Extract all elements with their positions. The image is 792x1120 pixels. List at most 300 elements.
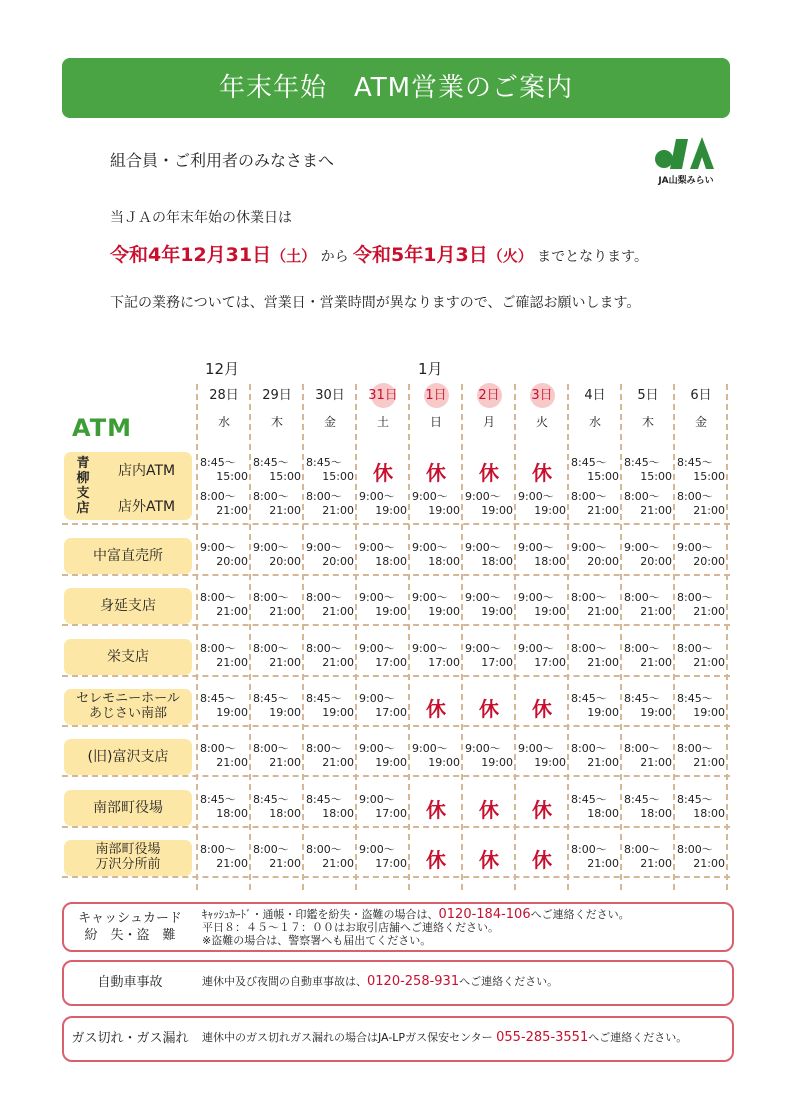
hours-cell — [675, 692, 727, 720]
close-time: 21:00 — [322, 504, 354, 517]
close-time: 18:00 — [322, 807, 354, 820]
open-time: 8:00〜 — [624, 642, 660, 655]
hours-cell — [357, 843, 409, 871]
hours-cell — [198, 742, 250, 770]
grid-hline — [62, 675, 730, 677]
branch-label — [64, 689, 192, 725]
close-time: 18:00 — [269, 807, 301, 820]
weekday-8: 木 — [641, 415, 654, 429]
open-time: 9:00〜 — [359, 642, 395, 655]
close-time: 15:00 — [640, 470, 672, 483]
open-time: 9:00〜 — [359, 692, 395, 705]
close-time: 21:00 — [322, 756, 354, 769]
notice-gas — [62, 1016, 734, 1062]
hours-cell — [251, 591, 303, 619]
hours-cell — [198, 843, 250, 871]
hours-cell — [410, 541, 462, 569]
close-time: 18:00 — [534, 555, 566, 568]
hours-cell — [251, 793, 303, 821]
branch-label — [64, 538, 192, 574]
close-time: 15:00 — [269, 470, 301, 483]
open-time: 9:00〜 — [518, 642, 554, 655]
grid-hline — [62, 826, 730, 828]
intro-from: から — [320, 249, 349, 265]
grid-hline — [62, 574, 730, 576]
open-time: 8:00〜 — [624, 742, 660, 755]
open-time: 9:00〜 — [465, 490, 501, 503]
month-dec: 12月 — [205, 360, 240, 378]
hours-cell — [622, 742, 674, 770]
notice-gas-label: ガス切れ・ガス漏れ — [71, 1031, 189, 1046]
open-time: 9:00〜 — [359, 541, 395, 554]
weekday-4: 日 — [429, 415, 442, 429]
branch-name — [88, 749, 169, 765]
close-time: 17:00 — [375, 857, 407, 870]
notice-line: ※盗難の場合は、警察署へも届出てください。 — [202, 934, 432, 947]
hours-cell — [304, 490, 356, 518]
open-time: 8:45〜 — [571, 692, 607, 705]
hours-cell — [569, 843, 621, 871]
branch-label — [64, 790, 192, 826]
open-time: 8:45〜 — [677, 692, 713, 705]
hours-cell — [251, 692, 303, 720]
open-time: 9:00〜 — [518, 742, 554, 755]
hours-cell — [569, 591, 621, 619]
close-time: 19:00 — [534, 756, 566, 769]
notice-phone: 0120-184-106 — [438, 907, 531, 922]
close-time: 17:00 — [481, 656, 513, 669]
open-time: 8:00〜 — [571, 742, 607, 755]
open-time: 9:00〜 — [359, 591, 395, 604]
date-0: 28日 — [209, 388, 239, 403]
holiday-start: 令和4年12月31日 — [110, 244, 272, 266]
open-time: 9:00〜 — [412, 591, 448, 604]
open-time: 9:00〜 — [200, 541, 236, 554]
branch-name — [76, 692, 180, 722]
date-2: 30日 — [315, 388, 345, 403]
branch-aoyagi-char: 支 — [76, 486, 90, 501]
hours-cell — [622, 591, 674, 619]
hours-cell — [516, 541, 568, 569]
open-time: 9:00〜 — [412, 541, 448, 554]
date-4: 1日 — [410, 385, 462, 407]
open-time: 8:45〜 — [677, 793, 713, 806]
closed-mark: 休 — [426, 798, 446, 822]
notice-car-accident-label: 自動車事故 — [97, 975, 163, 990]
hours-cell — [304, 843, 356, 871]
close-time: 20:00 — [322, 555, 354, 568]
open-time: 8:45〜 — [306, 793, 342, 806]
holiday-end: 令和5年1月3日 — [353, 244, 488, 266]
hours-cell — [569, 692, 621, 720]
close-time: 20:00 — [269, 555, 301, 568]
open-time: 9:00〜 — [518, 490, 554, 503]
open-time: 9:00〜 — [465, 742, 501, 755]
open-time: 8:00〜 — [677, 843, 713, 856]
open-time: 8:45〜 — [677, 456, 713, 469]
open-time: 8:45〜 — [200, 793, 236, 806]
close-time: 19:00 — [375, 504, 407, 517]
branch-label — [64, 588, 192, 624]
open-time: 8:45〜 — [200, 456, 236, 469]
close-time: 15:00 — [216, 470, 248, 483]
hours-cell — [463, 541, 515, 569]
date-9: 6日 — [690, 388, 712, 403]
notice-car-accident-text — [202, 975, 558, 988]
close-time: 15:00 — [322, 470, 354, 483]
close-time: 21:00 — [640, 756, 672, 769]
holiday-end-day: （火） — [487, 247, 533, 265]
open-time: 9:00〜 — [253, 541, 289, 554]
close-time: 17:00 — [534, 656, 566, 669]
closed-mark: 休 — [426, 697, 446, 721]
close-time: 21:00 — [269, 605, 301, 618]
hours-cell — [675, 490, 727, 518]
open-time: 8:45〜 — [624, 456, 660, 469]
hours-cell — [622, 642, 674, 670]
close-time: 21:00 — [322, 605, 354, 618]
branch-name-line: 万沢分所前 — [95, 857, 161, 872]
notice-gas-text — [202, 1031, 687, 1044]
branch-name — [95, 843, 160, 873]
close-time: 19:00 — [269, 706, 301, 719]
notice-text: へご連絡ください。 — [530, 908, 630, 921]
date-3: 31日 — [357, 385, 409, 407]
hours-cell — [357, 541, 409, 569]
hours-cell — [304, 456, 356, 484]
open-time: 9:00〜 — [412, 642, 448, 655]
branch-label — [64, 639, 192, 675]
close-time: 17:00 — [375, 706, 407, 719]
hours-cell — [410, 591, 462, 619]
date-7: 4日 — [584, 388, 606, 403]
closed-mark: 休 — [532, 461, 552, 485]
hours-cell — [675, 742, 727, 770]
close-time: 19:00 — [481, 605, 513, 618]
open-time: 8:00〜 — [253, 490, 289, 503]
hours-cell — [516, 742, 568, 770]
close-time: 20:00 — [216, 555, 248, 568]
notice-cash-card — [62, 902, 734, 952]
hours-cell — [251, 490, 303, 518]
close-time: 20:00 — [640, 555, 672, 568]
open-time: 8:45〜 — [624, 692, 660, 705]
logo-text: JA山梨みらい — [658, 176, 714, 186]
hours-cell — [569, 793, 621, 821]
hours-cell — [357, 591, 409, 619]
close-time: 19:00 — [534, 504, 566, 517]
close-time: 18:00 — [216, 807, 248, 820]
close-time: 17:00 — [375, 656, 407, 669]
close-time: 15:00 — [587, 470, 619, 483]
open-time: 8:00〜 — [624, 490, 660, 503]
hours-cell — [622, 490, 674, 518]
close-time: 21:00 — [216, 857, 248, 870]
date-8: 5日 — [637, 388, 659, 403]
closed-mark: 休 — [532, 798, 552, 822]
open-time: 8:45〜 — [571, 456, 607, 469]
close-time: 21:00 — [216, 656, 248, 669]
notice-car-accident — [62, 960, 734, 1006]
hours-cell — [569, 742, 621, 770]
hours-cell — [569, 456, 621, 484]
branch-name — [93, 548, 163, 564]
closed-mark: 休 — [532, 848, 552, 872]
open-time: 8:00〜 — [571, 843, 607, 856]
close-time: 18:00 — [481, 555, 513, 568]
close-time: 18:00 — [375, 555, 407, 568]
open-time: 9:00〜 — [359, 793, 395, 806]
page-title: 年末年始 ATM営業のご案内 — [62, 58, 730, 118]
open-time: 8:45〜 — [253, 692, 289, 705]
open-time: 8:00〜 — [571, 591, 607, 604]
close-time: 17:00 — [428, 656, 460, 669]
close-time: 18:00 — [640, 807, 672, 820]
open-time: 8:00〜 — [200, 843, 236, 856]
open-time: 8:00〜 — [571, 642, 607, 655]
branch-name-line: 身延支店 — [100, 597, 156, 614]
close-time: 21:00 — [216, 756, 248, 769]
grid-hline — [62, 725, 730, 727]
closed-mark: 休 — [426, 461, 446, 485]
branch-aoyagi-char: 青 — [76, 456, 90, 471]
close-time: 21:00 — [269, 504, 301, 517]
weekday-0: 水 — [217, 415, 230, 429]
hours-cell — [198, 793, 250, 821]
close-time: 19:00 — [428, 605, 460, 618]
hours-cell — [410, 742, 462, 770]
hours-cell — [569, 642, 621, 670]
open-time: 8:00〜 — [306, 742, 342, 755]
branch-name — [100, 598, 156, 614]
hours-cell — [675, 793, 727, 821]
branch-name-line: (旧)富沢支店 — [87, 748, 169, 765]
open-time: 9:00〜 — [359, 490, 395, 503]
open-time: 8:00〜 — [253, 843, 289, 856]
close-time: 21:00 — [640, 857, 672, 870]
open-time: 9:00〜 — [677, 541, 713, 554]
closed-mark: 休 — [479, 848, 499, 872]
hours-cell — [198, 692, 250, 720]
open-time: 9:00〜 — [359, 742, 395, 755]
notice-text: 連休中及び夜間の自動車事故は、 — [202, 975, 367, 988]
grid-hline — [62, 876, 730, 878]
branch-name-line: あじさい南部 — [88, 706, 167, 721]
close-time: 21:00 — [269, 857, 301, 870]
close-time: 18:00 — [693, 807, 725, 820]
branch-label — [64, 739, 192, 775]
open-time: 8:45〜 — [306, 456, 342, 469]
close-time: 19:00 — [428, 504, 460, 517]
weekday-5: 月 — [482, 415, 495, 429]
notice-line — [202, 908, 630, 921]
hours-cell — [198, 642, 250, 670]
close-time: 21:00 — [216, 504, 248, 517]
open-time: 9:00〜 — [518, 541, 554, 554]
hours-cell — [357, 793, 409, 821]
grid-hline — [62, 624, 730, 626]
notice-label-line: 紛 失・盗 難 — [84, 928, 176, 943]
open-time: 9:00〜 — [359, 843, 395, 856]
open-time: 8:00〜 — [571, 490, 607, 503]
closed-mark: 休 — [532, 697, 552, 721]
hours-cell — [304, 692, 356, 720]
branch-name — [93, 800, 163, 816]
open-time: 8:45〜 — [624, 793, 660, 806]
open-time: 9:00〜 — [571, 541, 607, 554]
close-time: 19:00 — [375, 605, 407, 618]
branch-name-line: 南部町役場 — [93, 799, 163, 816]
branch-name-line: 南部町役場 — [95, 842, 161, 858]
close-time: 21:00 — [640, 656, 672, 669]
open-time: 9:00〜 — [465, 591, 501, 604]
notice-text: へご連絡ください。 — [588, 1031, 688, 1044]
open-time: 8:45〜 — [200, 692, 236, 705]
date-6: 3日 — [516, 385, 568, 407]
closed-mark: 休 — [426, 848, 446, 872]
notice-text: へご連絡ください。 — [459, 975, 559, 988]
open-time: 8:00〜 — [200, 591, 236, 604]
weekday-3: 土 — [376, 415, 389, 429]
close-time: 21:00 — [587, 756, 619, 769]
close-time: 21:00 — [216, 605, 248, 618]
hours-cell — [304, 742, 356, 770]
open-time: 9:00〜 — [412, 742, 448, 755]
notice-label-line: キャッシュカード — [78, 911, 182, 926]
open-time: 8:00〜 — [200, 642, 236, 655]
hours-cell — [304, 793, 356, 821]
close-time: 21:00 — [269, 756, 301, 769]
date-5: 2日 — [463, 385, 515, 407]
close-time: 21:00 — [269, 656, 301, 669]
open-time: 9:00〜 — [465, 642, 501, 655]
close-time: 21:00 — [322, 656, 354, 669]
open-time: 9:00〜 — [465, 541, 501, 554]
close-time: 20:00 — [693, 555, 725, 568]
hours-cell — [251, 742, 303, 770]
close-time: 21:00 — [693, 504, 725, 517]
close-time: 21:00 — [693, 857, 725, 870]
open-time: 8:00〜 — [306, 642, 342, 655]
hours-cell — [251, 456, 303, 484]
closed-mark: 休 — [479, 697, 499, 721]
hours-cell — [675, 843, 727, 871]
hours-cell — [198, 456, 250, 484]
notice-phone: 055-285-3551 — [496, 1030, 589, 1045]
aoyagi-out-atm: 店外ATM — [118, 499, 176, 515]
closed-mark: 休 — [479, 461, 499, 485]
hours-cell — [622, 793, 674, 821]
hours-cell — [675, 591, 727, 619]
hours-cell — [357, 490, 409, 518]
hours-cell — [622, 541, 674, 569]
close-time: 21:00 — [693, 605, 725, 618]
hours-cell — [304, 642, 356, 670]
close-time: 18:00 — [428, 555, 460, 568]
close-time: 19:00 — [693, 706, 725, 719]
hours-cell — [198, 490, 250, 518]
hours-cell — [675, 541, 727, 569]
close-time: 19:00 — [375, 756, 407, 769]
intro-line-1: 当ＪＡの年末年始の休業日は — [110, 210, 292, 226]
hours-cell — [569, 541, 621, 569]
close-time: 21:00 — [322, 857, 354, 870]
open-time: 8:00〜 — [306, 843, 342, 856]
hours-cell — [569, 490, 621, 518]
hours-cell — [622, 456, 674, 484]
branch-name-line: 栄支店 — [107, 648, 149, 665]
close-time: 19:00 — [216, 706, 248, 719]
notice-cash-card-text — [202, 908, 630, 947]
hours-cell — [198, 541, 250, 569]
close-time: 21:00 — [587, 504, 619, 517]
close-time: 21:00 — [587, 857, 619, 870]
atm-label: ATM — [72, 414, 132, 442]
notice-phone: 0120-258-931 — [367, 974, 460, 989]
open-time: 8:00〜 — [677, 742, 713, 755]
hours-cell — [516, 490, 568, 518]
hours-cell — [675, 456, 727, 484]
ja-logo-mark-icon — [652, 135, 720, 175]
intro-line-3: 下記の業務については、営業日・営業時間が異なりますので、ご確認お願いします。 — [110, 295, 641, 311]
ja-logo — [652, 135, 720, 185]
branch-name — [107, 649, 149, 665]
hours-cell — [357, 642, 409, 670]
branch-name-line: セレモニーホール — [76, 691, 180, 707]
open-time: 8:00〜 — [677, 591, 713, 604]
open-time: 8:45〜 — [253, 456, 289, 469]
holiday-start-day: （土） — [271, 247, 317, 265]
intro-until: までとなります。 — [537, 249, 649, 265]
hours-cell — [463, 490, 515, 518]
hours-cell — [251, 541, 303, 569]
open-time: 9:00〜 — [306, 541, 342, 554]
close-time: 15:00 — [693, 470, 725, 483]
hours-cell — [675, 642, 727, 670]
close-time: 19:00 — [428, 756, 460, 769]
close-time: 19:00 — [587, 706, 619, 719]
hours-cell — [516, 642, 568, 670]
hours-cell — [198, 591, 250, 619]
branch-aoyagi-char: 店 — [76, 501, 90, 516]
open-time: 8:00〜 — [306, 591, 342, 604]
hours-cell — [304, 541, 356, 569]
hours-cell — [622, 692, 674, 720]
close-time: 18:00 — [587, 807, 619, 820]
close-time: 19:00 — [640, 706, 672, 719]
close-time: 21:00 — [693, 756, 725, 769]
hours-cell — [357, 692, 409, 720]
hours-cell — [463, 591, 515, 619]
grid-hline — [62, 523, 730, 525]
notice-text: ｷｬｯｼｭｶｰﾄﾞ・通帳・印鑑を紛失・盗難の場合は、 — [202, 908, 439, 921]
open-time: 8:00〜 — [677, 642, 713, 655]
hours-cell — [251, 642, 303, 670]
open-time: 8:00〜 — [624, 843, 660, 856]
hours-cell — [516, 591, 568, 619]
close-time: 21:00 — [693, 656, 725, 669]
close-time: 21:00 — [640, 504, 672, 517]
open-time: 9:00〜 — [518, 591, 554, 604]
weekday-2: 金 — [323, 415, 336, 429]
aoyagi-in-atm: 店内ATM — [118, 463, 176, 479]
hours-cell — [622, 843, 674, 871]
open-time: 8:45〜 — [306, 692, 342, 705]
notice-line: 平日８：４５〜１７：００はお取引店舗へご連絡ください。 — [202, 921, 499, 934]
open-time: 8:45〜 — [253, 793, 289, 806]
close-time: 19:00 — [322, 706, 354, 719]
hours-cell — [410, 490, 462, 518]
